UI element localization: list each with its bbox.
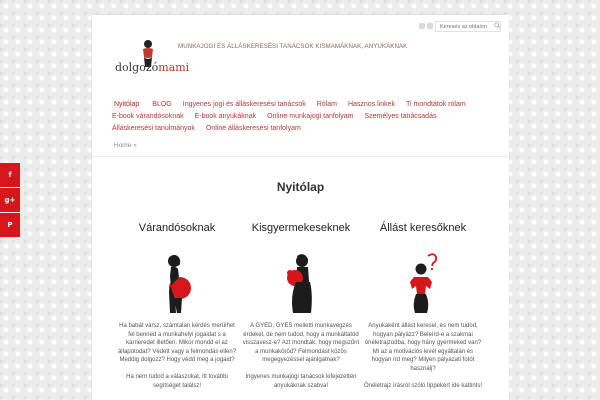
column-text: Ha babát vársz, számtalan kérdés merülhet fel benned a munkahelyi jogaidat s a karrieredet illetően. Mikor mondd el az állapotodat? Védett vagy a felmondás ellen? Meddig dolgozz? Hogy védd meg a jogaid?	[117, 323, 237, 364]
page-title: Nyitólap	[276, 180, 325, 194]
facebook-icon[interactable]: f	[0, 163, 20, 187]
googleplus-icon[interactable]: g+	[0, 188, 20, 212]
column-title[interactable]: Állást keresőknek	[379, 222, 467, 234]
nav-item-online-allaskeresesi[interactable]: Online álláskeresési tanfolyam	[205, 125, 301, 132]
logo-text-main: dolgozó	[115, 61, 159, 74]
nav-item-ingyenes-tanacsok[interactable]: Ingyenes jogi és álláskeresési tanácsok	[182, 101, 306, 108]
nav-item-szemelyes-tanacsadas[interactable]: Személyes tanácsadás	[364, 113, 437, 120]
nav-row-2	[112, 113, 502, 124]
nav-row-3	[112, 125, 502, 136]
column-text-2[interactable]: Ingyenes munkajogi tanácsok kifejezetten anyukáknak szabva!	[245, 373, 357, 389]
job-seeker-icon[interactable]	[400, 252, 446, 314]
rss-icon[interactable]	[419, 23, 425, 29]
nav-row-1	[112, 101, 502, 112]
nav-item-allaskeresesi-tanulmanyok[interactable]: Álláskeresési tanulmányok	[112, 125, 195, 132]
column-text: A GYED, GYES melletti munkavégzés érdekel, de nem tudod, hogy a munkáltatód visszavesz-e? Azt mondták, hogy megszűnt a munkaköröd? Felmondást közös megegyezéssel ajánlgatnak?	[242, 323, 360, 364]
nav-item-blog[interactable]: BLOG	[152, 101, 172, 108]
nav-item-ebook-varandosoknak[interactable]: E-book várandósoknak	[112, 113, 184, 120]
main-navigation	[112, 101, 502, 137]
top-social-icons	[419, 23, 433, 29]
column-title[interactable]: Kisgyermekeseknek	[251, 222, 351, 234]
nav-item-online-munkajogi[interactable]: Online munkajogi tanfolyam	[267, 113, 354, 120]
search-input[interactable]	[435, 21, 501, 32]
column-text-2[interactable]: Önéletrajz írásról szóló tippekért ide kattints!	[363, 382, 483, 389]
social-share-bar	[0, 163, 20, 238]
site-tagline: MUNKAJOGI ÉS ÁLLÁSKERESÉSI TANÁCSOK KISMAMÁKNAK, ANYUKÁKNAK	[178, 43, 408, 50]
header-divider	[92, 156, 509, 157]
column-allast-keresoknek	[363, 222, 483, 390]
column-text-2[interactable]: Ha nem tudod a válaszokat, itt további segítséget találsz!	[126, 373, 228, 389]
page-container	[92, 15, 509, 400]
breadcrumb[interactable]: Home »	[114, 142, 137, 149]
site-header	[92, 15, 509, 95]
nav-item-ti-mondtatok[interactable]: Ti mondtátok rólam	[406, 101, 466, 108]
twitter-icon[interactable]	[427, 23, 433, 29]
mother-with-baby-icon[interactable]	[278, 252, 324, 314]
search-icon[interactable]	[494, 22, 501, 29]
nav-item-rolam[interactable]: Rólam	[316, 101, 337, 108]
nav-item-ebook-anyukaknak[interactable]: E-book anyukáknak	[194, 113, 257, 120]
column-text: Anyukaként állást keresel, és nem tudod, hogyan pályázz? Beleírd-e a szakmai önéletrajzodba, hogy hány gyermeked van? Mi az a motivációs levél egyáltalán és hogyan írd meg? Milyen pályázati fotót használj?	[364, 323, 482, 372]
logo-text-accent: mami	[158, 61, 190, 74]
pinterest-icon[interactable]: P	[0, 213, 20, 237]
nav-item-nyitolap[interactable]: Nyitólap	[112, 101, 141, 112]
site-logo[interactable]	[115, 61, 189, 74]
column-title[interactable]: Várandósoknak	[138, 222, 216, 234]
column-kisgyermekeseknek	[241, 222, 361, 390]
pregnant-woman-icon[interactable]	[154, 252, 200, 314]
nav-item-hasznos-linkek[interactable]: Hasznos linkek	[347, 101, 396, 108]
column-varandosoknak	[117, 222, 237, 390]
